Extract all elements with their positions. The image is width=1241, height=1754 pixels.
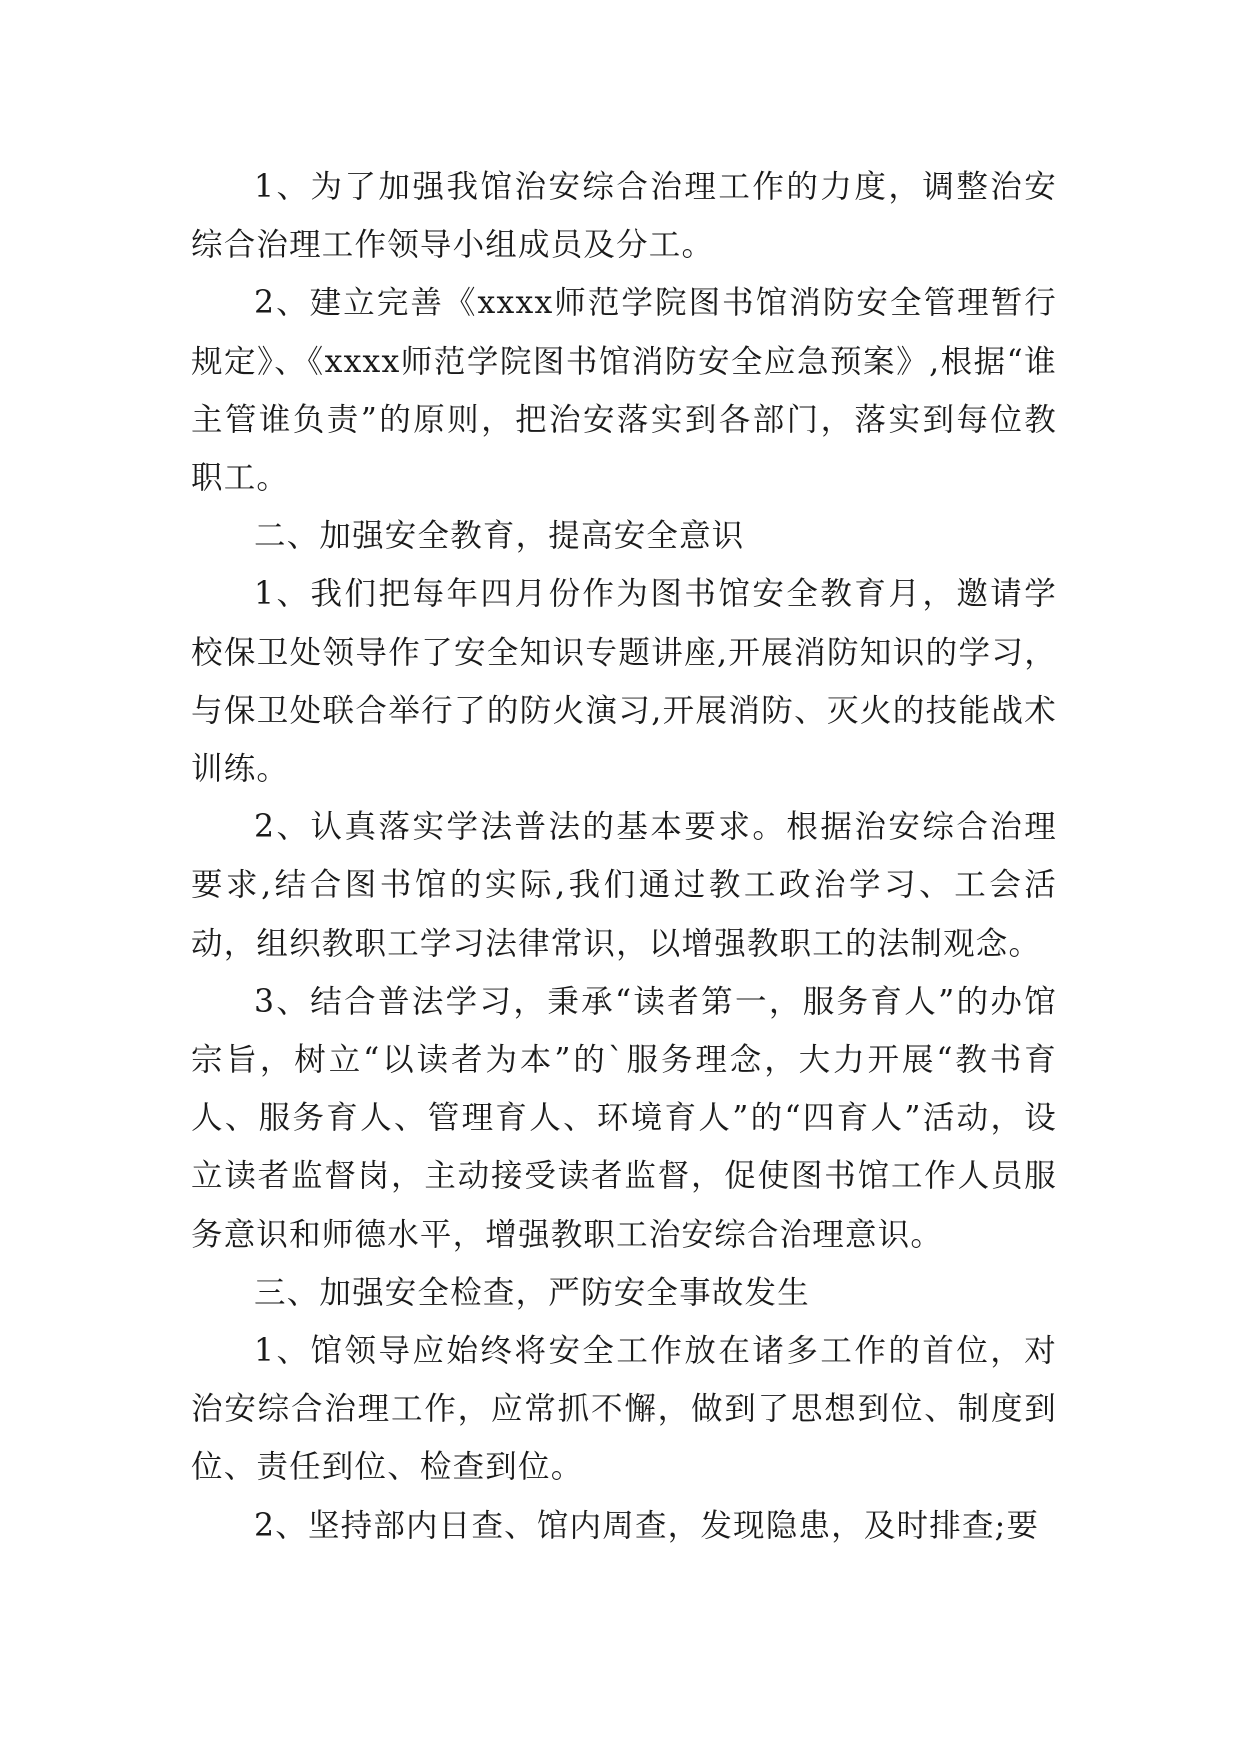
- paragraph: 1、我们把每年四月份作为图书馆安全教育月，邀请学校保卫处领导作了安全知识专题讲座,开展消防知识的学习，与保卫处联合举行了的防火演习,开展消防、灭火的技能战术训练。: [191, 576, 1057, 788]
- paragraph: 2、建立完善《xxxx师范学院图书馆消防安全管理暂行规定》、《xxxx师范学院图书馆消防安全应急预案》,根据“谁主管谁负责”的原则，把治安落实到各部门，落实到每位教职工。: [191, 285, 1057, 497]
- paragraph: 1、为了加强我馆治安综合治理工作的力度，调整治安综合治理工作领导小组成员及分工。: [191, 169, 1057, 264]
- paragraph: 1、馆领导应始终将安全工作放在诸多工作的首位，对治安综合治理工作，应常抓不懈，做到了思想到位、制度到位、责任到位、检查到位。: [191, 1333, 1057, 1486]
- paragraph: 2、坚持部内日查、馆内周查，发现隐患，及时排查;要: [254, 1507, 1040, 1544]
- section-heading: 三、加强安全检查，严防安全事故发生: [254, 1274, 810, 1311]
- paragraph: 3、结合普法学习，秉承“读者第一，服务育人”的办馆宗旨，树立“以读者为本”的`服务理念，大力开展“教书育人、服务育人、管理育人、环境育人”的“四育人”活动，设立读者监督岗，主动接受读者监督，促使图书馆工作人员服务意识和师德水平，增强教职工治安综合治理意识。: [191, 983, 1057, 1253]
- paragraph: 2、认真落实学法普法的基本要求。根据治安综合治理要求,结合图书馆的实际,我们通过教工政治学习、工会活动，组织教职工学习法律常识，以增强教职工的法制观念。: [191, 809, 1057, 962]
- document-body: [191, 158, 1057, 1555]
- section-heading: 二、加强安全教育，提高安全意识: [254, 518, 745, 555]
